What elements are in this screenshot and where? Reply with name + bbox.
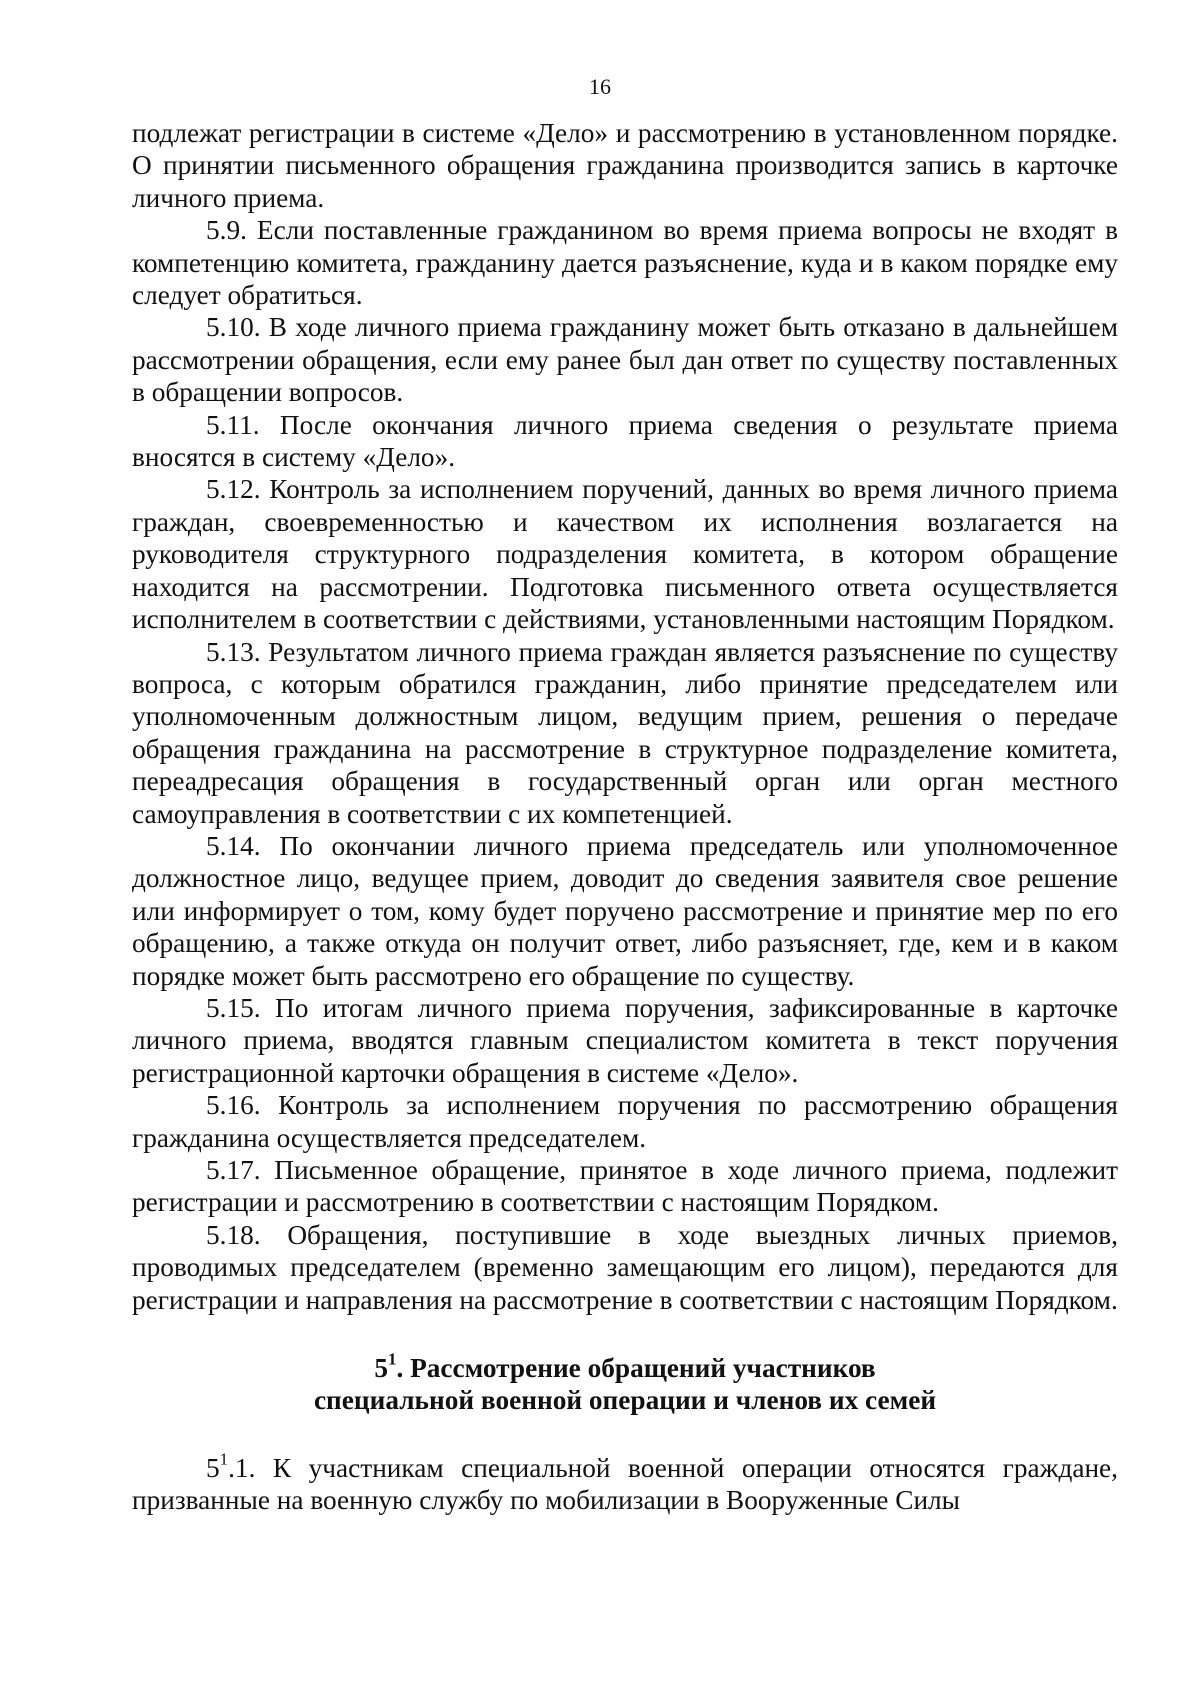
paragraph-text: .1. К участникам специальной военной операции относятся граждане, призванные на военную службу по мобилизации в Вооруженные Силы bbox=[132, 1452, 1118, 1516]
paragraph-number: 5 bbox=[206, 1452, 220, 1483]
section-number: 5 bbox=[374, 1353, 388, 1384]
paragraph-continuation: подлежат регистрации в системе «Дело» и рассмотрению в установленном порядке. О принятии письменного обращения гражданина производится запись в карточке личного приема. bbox=[132, 118, 1118, 213]
document-body bbox=[132, 117, 1118, 1517]
paragraph-5-16: 5.16. Контроль за исполнением поручения по рассмотрению обращения гражданина осуществляется председателем. bbox=[132, 1090, 1118, 1153]
paragraph-5-11: 5.11. После окончания личного приема сведения о результате приема вносятся в систему «Дело». bbox=[132, 409, 1118, 473]
paragraph-5-15: 5.15. По итогам личного приема поручения, зафиксированные в карточке личного приема, вводятся главным специалистом комитета в текст поручения регистрационной карточки обращения в системе «Дело». bbox=[132, 992, 1118, 1088]
paragraph-5-9: 5.9. Если поставленные гражданином во время приема вопросы не входят в компетенцию комитета, гражданину дается разъяснение, куда и в каком порядке ему следует обратиться. bbox=[132, 215, 1118, 311]
section-heading-line-1 bbox=[132, 1349, 1118, 1384]
section-heading bbox=[132, 1349, 1118, 1417]
paragraph-5-10: 5.10. В ходе личного приема гражданину может быть отказано в дальнейшем рассмотрении обращения, если ему ранее был дан ответ по существу поставленных в обращении вопросов. bbox=[132, 312, 1118, 408]
paragraph-5-12: 5.12. Контроль за исполнением поручений, данных во время личного приема граждан, своевременностью и качеством их исполнения возлагается на руководителя структурного подразделения комитета, в котором обращение находится на рассмотрении. Подготовка письменного ответа осуществляется исполнителем в соответствии с действиями, установленными настоящим Порядком. bbox=[132, 474, 1118, 635]
paragraph-number-superscript: 1 bbox=[219, 1449, 229, 1469]
section-title-line-2: специальной военной операции и членов их семей bbox=[313, 1385, 937, 1416]
paragraph-5-13: 5.13. Результатом личного приема граждан является разъяснение по существу вопроса, с которым обратился гражданин, либо принятие председателем или уполномоченным должностным лицом, ведущим прием, решения о передаче обращения гражданина на рассмотрение в структурное подразделение комитета, переадресация обращения в государственный орган или орган местного самоуправления в соответствии с их компетенцией. bbox=[132, 636, 1118, 829]
paragraph-5-18: 5.18. Обращения, поступившие в ходе выездных личных приемов, проводимых председателем (временно замещающим его лицом), передаются для регистрации и направления на рассмотрение в соответствии с настоящим Порядком. bbox=[132, 1219, 1118, 1315]
section-title-line-1: . Рассмотрение обращений участников bbox=[396, 1353, 876, 1384]
page-number: 16 bbox=[589, 74, 611, 99]
paragraph-5-14: 5.14. По окончании личного приема председатель или уполномоченное должностное лицо, ведущее прием, доводит до сведения заявителя свое решение или информирует о том, кому будет поручено рассмотрение и принятие мер по его обращению, а также откуда он получит ответ, либо разъясняет, где, кем и в каком порядке может быть рассмотрено его обращение по существу. bbox=[132, 830, 1118, 991]
paragraph-5-17: 5.17. Письменное обращение, принятое в ходе личного приема, подлежит регистрации и рассмотрению в соответствии с настоящим Порядком. bbox=[132, 1155, 1118, 1218]
paragraph-5-1-1 bbox=[132, 1449, 1118, 1517]
section-number-superscript: 1 bbox=[388, 1349, 397, 1369]
